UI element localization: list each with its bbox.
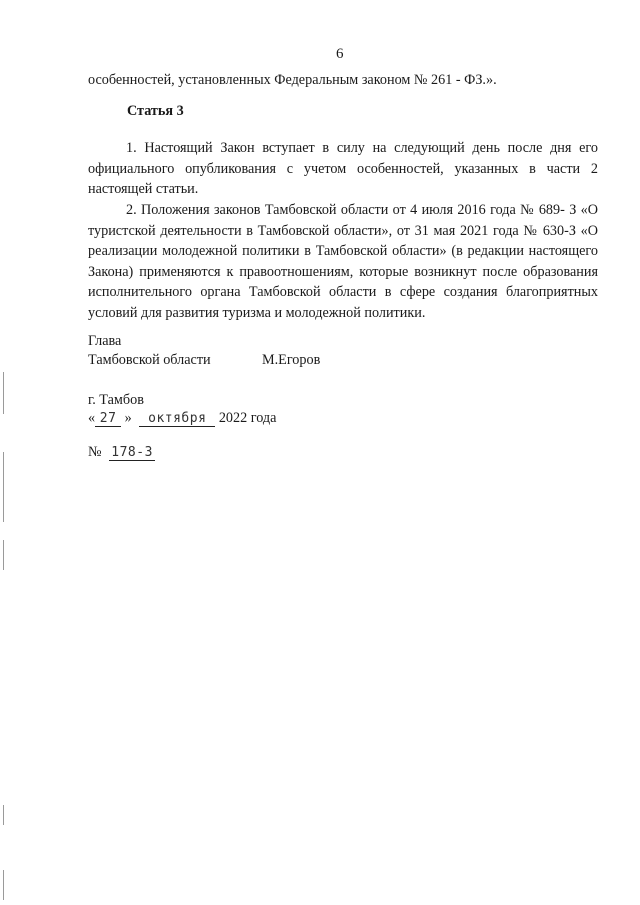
intro-line: особенностей, установленных Федеральным законом № 261 - ФЗ.». (88, 72, 497, 88)
place-of-signing: г. Тамбов (88, 392, 144, 408)
paragraph-1: 1. Настоящий Закон вступает в силу на следующий день после дня его официального опубликования с учетом особенностей, указанных в части 2 настоящей статьи. (88, 140, 598, 197)
margin-scan-mark (3, 805, 4, 825)
number-value: 178-З (109, 446, 155, 461)
margin-scan-mark (3, 452, 4, 522)
signature-region: Тамбовской области (88, 352, 211, 368)
date-row (88, 410, 276, 427)
date-close-quote: » (124, 410, 132, 426)
date-day: 27 (95, 412, 121, 427)
paragraph-2: 2. Положения законов Тамбовской области от 4 июля 2016 года № 689- З «О туристской деятельности в Тамбовской области», от 31 мая 2021 года № 630-З «О реализации молодежной политики в Тамбовской области» (в редакции настоящего Закона) применяются к правоотношениям, которые возникнут после образования исполнительного органа Тамбовской области в сфере создания благоприятных условий для развития туризма и молодежной политики. (88, 202, 598, 321)
signature-name: М.Егоров (262, 352, 321, 368)
date-month: октября (139, 412, 215, 427)
margin-scan-mark (3, 540, 4, 570)
margin-scan-mark (3, 870, 4, 900)
number-sign: № (88, 444, 102, 460)
page-number: 6 (336, 46, 344, 62)
article-heading: Статья 3 (127, 103, 184, 119)
date-year: 2022 года (218, 410, 277, 426)
margin-scan-mark (3, 372, 4, 414)
number-row (88, 444, 155, 461)
date-open-quote: « (88, 410, 96, 426)
signature-title: Глава (88, 333, 122, 349)
